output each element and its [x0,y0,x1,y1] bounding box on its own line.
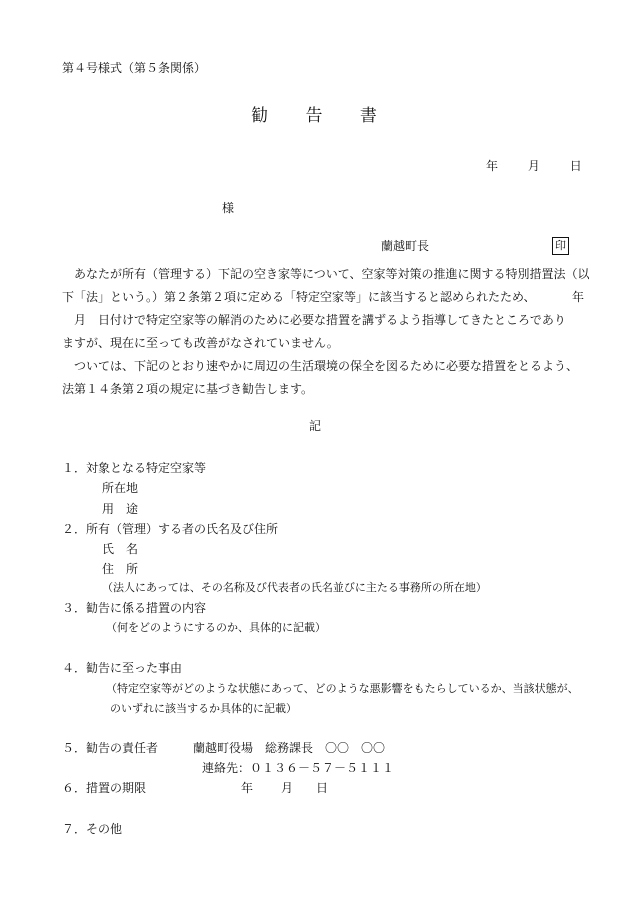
title-char-1: 勧 [251,106,271,126]
item-6-year: 年 [241,781,254,795]
body-line-6: 法第１４条第２項の規定に基づき勧告します。 [62,382,314,396]
item-1-heading: １．対象となる特定空家等 [62,461,207,475]
document-title [0,108,630,125]
date-day: 日 [569,159,582,173]
body-line-2: 下「法」という。）第２条第２項に定める「特定空家等」に該当すると認められたため、 [62,290,536,304]
item-4-note-1: （特定空家等がどのような状態にあって、どのような悪影響をもたらしているか、当該状態が、 [106,682,579,695]
title-char-2: 告 [305,106,325,126]
item-3-note: （何をどのようにするのか、具体的に記載） [106,621,326,634]
item-1-use: 用 途 [102,502,139,516]
item-5-heading: ５．勧告の責任者 [62,741,159,755]
title-char-3: 書 [359,106,379,126]
item-4-note-2: のいずれに該当するか具体的に記載） [110,702,297,715]
body-line-4: ますが、現在に至っても改善がなされていません。 [62,336,339,350]
date-month: 月 [527,159,540,173]
item-2-note: （法人にあっては、その名称及び代表者の氏名並びに主たる事務所の所在地） [102,581,487,594]
item-2-address: 住 所 [102,562,139,576]
seal-mark: 印 [552,237,569,255]
issue-date [486,160,608,172]
issuer-name: 蘭越町長 [381,239,430,253]
body-line-2-year: 年 [572,290,585,304]
date-year: 年 [486,159,499,173]
item-3-heading: ３．勧告に係る措置の内容 [62,601,207,615]
body-line-1: あなたが所有（管理する）下記の空き家等について、空家等対策の推進に関する特別措置法（以 [74,267,590,281]
item-7-heading: ７．その他 [62,822,123,836]
item-2-name: 氏 名 [102,542,139,556]
item-6-month: 月 [281,781,294,795]
item-6-heading: ６．措置の期限 [62,781,147,795]
form-number: 第４号様式（第５条関係） [62,61,207,75]
item-6-day: 日 [316,781,329,795]
ki-heading: 記 [308,419,321,433]
item-1-location: 所在地 [102,481,139,495]
body-line-3: 月 日付けで特定空家等の解消のために必要な措置を講ずるよう指導してきたところであり [74,313,566,327]
item-5-office: 蘭越町役場 総務課長 〇〇 〇〇 [193,741,386,755]
item-4-heading: ４．勧告に至った事由 [62,661,183,675]
item-5-contact: 連絡先：０１３６－５７－５１１１ [202,761,395,775]
body-line-5: ついては、下記のとおり速やかに周辺の生活環境の保全を図るために必要な措置をとるよう、 [74,359,579,373]
item-2-heading: ２．所有（管理）する者の氏名及び住所 [62,522,279,536]
addressee-honorific: 様 [222,201,235,215]
